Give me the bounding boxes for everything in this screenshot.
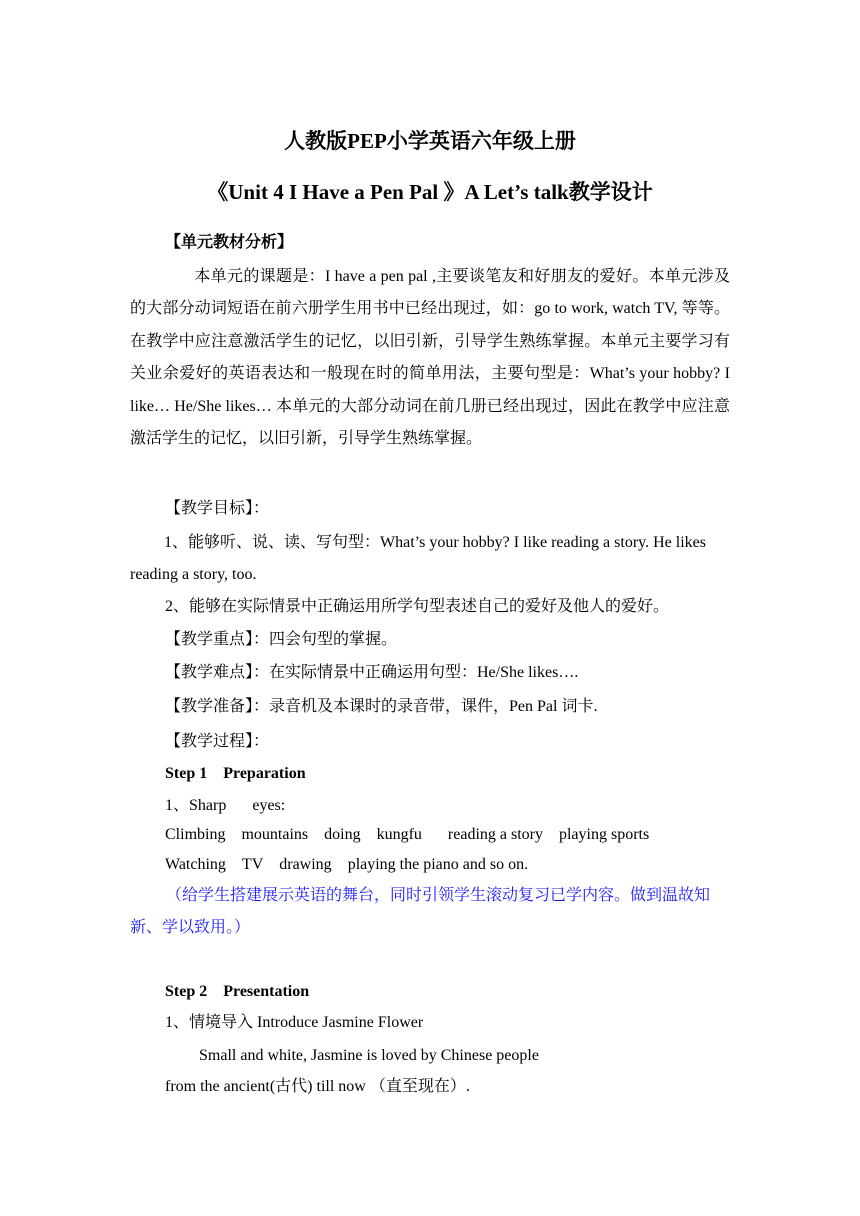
vocab-word: drawing	[279, 856, 332, 873]
vocab-word: reading a story	[447, 826, 543, 843]
step1-number: Step 1	[165, 765, 208, 782]
key-point: 【教学重点】：四会句型的掌握。	[165, 631, 398, 648]
analysis-heading: 【单元教材分析】	[165, 234, 294, 251]
step2-heading	[165, 981, 309, 1003]
process-heading: 【教学过程】：	[165, 733, 270, 750]
step2-name: Presentation	[223, 983, 310, 1000]
vocab-word: Climbing	[165, 826, 226, 843]
vocab-word: kungfu	[376, 826, 422, 843]
goals-item-2: 2、能够在实际情景中正确运用所学句型表述自己的爱好及他人的爱好。	[165, 598, 670, 615]
step1-note-text: （给学生搭建展示英语的舞台，同时引领学生滚动复习已学内容。做到温故知新、学以致用。）	[130, 887, 711, 937]
preparation: 【教学准备】：录音机及本课时的录音带，课件，Pen Pal 词卡.	[165, 698, 598, 715]
step1-sub-num: 1、Sharp	[165, 797, 227, 814]
goals-heading: 【教学目标】：	[165, 500, 270, 517]
step1-teaching-note	[130, 880, 734, 945]
step1-heading	[165, 763, 306, 785]
step2-line-2: from the ancient(古代) till now （直至现在）.	[165, 1078, 470, 1095]
difficulty: 【教学难点】：在实际情景中正确运用句型：He/She likes….	[165, 664, 579, 681]
document-title: 人教版PEP小学英语六年级上册	[284, 129, 576, 153]
vocab-word: playing sports	[558, 826, 650, 843]
step1-sub-word: eyes:	[252, 797, 286, 814]
document-subtitle: 《Unit 4 I Have a Pen Pal 》A Let’s talk教学设计	[207, 180, 653, 204]
goals-item-1	[130, 527, 732, 592]
vocab-word: mountains	[241, 826, 309, 843]
vocab-row-1	[165, 824, 649, 846]
vocab-word: TV	[241, 856, 264, 873]
vocab-word: Watching	[165, 856, 226, 873]
step2-number: Step 2	[165, 983, 208, 1000]
step2-line-1: Small and white, Jasmine is loved by Chinese people	[199, 1047, 539, 1064]
vocab-word: playing the piano and so on.	[347, 856, 529, 873]
goals-item-1-text: 1、能够听、说、读、写句型：What’s your hobby? I like reading a story. He likes reading a story, too.	[130, 534, 706, 584]
vocab-row-2	[165, 854, 528, 876]
step1-name: Preparation	[223, 765, 306, 782]
step1-sub-heading	[165, 795, 285, 817]
analysis-text: 本单元的课题是：I have a pen pal ,主要谈笔友和好朋友的爱好。本单元涉及的大部分动词短语在前六册学生用书中已经出现过，如：go to work, watch TV, 等等。在教学中应注意激活学生的记忆，以旧引新，引导学生熟练掌握。本单元主要学习有关业余爱好的英语表达和一般现在时的简单用法，主要句型是：What’s your hobby? I like… He/She likes… 本单元的大部分动词在前几册已经出现过，因此在教学中应注意激活学生的记忆，以旧引新，引导学生熟练掌握。	[130, 268, 730, 448]
analysis-paragraph	[130, 261, 730, 455]
vocab-word: doing	[324, 826, 361, 843]
step2-sub-1: 1、情境导入 Introduce Jasmine Flower	[165, 1014, 424, 1031]
